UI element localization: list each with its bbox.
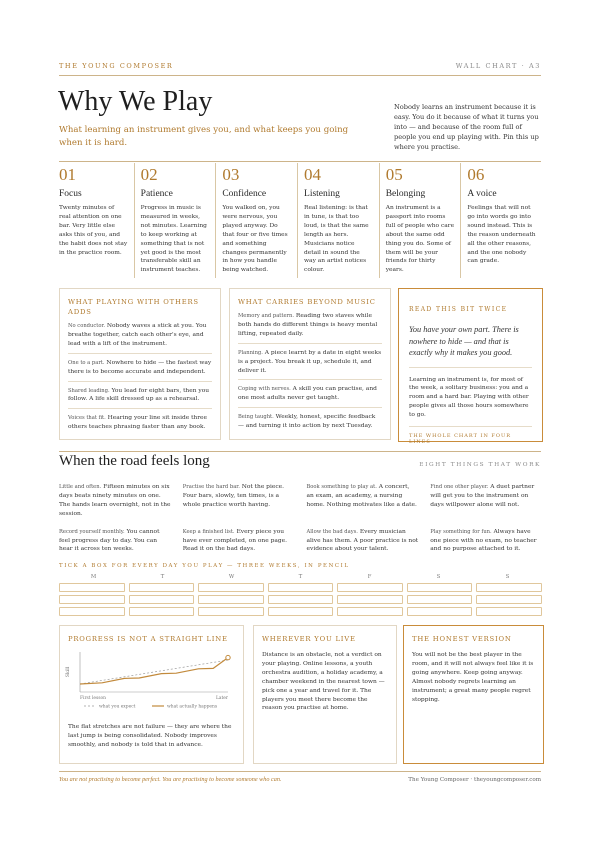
reason-text: Progress in music is measured in weeks, not minutes. Learning to keep working at something that is not yet good is the most transferable skill an instrument teaches. [140,205,207,274]
item-label: One to a part. [68,359,105,366]
item-label: No conductor. [68,323,106,329]
tip-text: Always have one piece with no exam, no teacher and no purpose attached to it. [430,528,537,553]
legend-actual-label: what actually happens [167,704,218,710]
wall-chart-label: WALL CHART · A3 [455,62,541,70]
reason-number: 01 [59,165,76,184]
playing-with-list [68,322,212,432]
list-item [238,312,382,339]
reason-title: Belonging [385,189,426,199]
tip-text: A concert, an exam, an academy, a nursing home. Nothing motivates like a date. [306,484,417,508]
header-rule [59,75,541,76]
tick-box[interactable] [198,607,264,616]
tip-label: Play something for fun. [430,528,492,535]
list-item [238,385,382,403]
day-label: F [367,574,372,580]
reason-number: 03 [222,165,240,184]
item-label: Coping with nerves. [238,386,291,393]
tip-text: Fifteen minutes on six days beats ninety minutes on one. The hands learn overnight, not in the session. [59,484,171,517]
tick-box[interactable] [198,583,264,592]
list-item [238,349,382,376]
playing-with-others-card [59,288,221,440]
progress-card [59,625,244,764]
tick-box[interactable] [337,583,403,592]
reason-text: Real listening: is that in tune, is that too loud, is that the same length as hers. Musicians notice detail in sound the way an artist notices colour. [304,205,369,274]
eight-things-grid [59,483,542,554]
x-end-label: Later [216,696,228,701]
tip-item [307,483,419,519]
actual-end-point [226,655,230,659]
page-title: Why We Play [58,86,213,117]
tick-box[interactable] [407,583,473,592]
day-label: M [90,574,97,580]
tick-box[interactable] [476,595,542,604]
wherever-heading: WHEREVER YOU LIVE [262,635,356,643]
progress-heading: PROGRESS IS NOT A STRAIGHT LINE [68,635,228,643]
reason-item [460,163,542,278]
item-text: Weekly, honest, specific feedback — and turning it into action by next Tuesday. [238,414,376,430]
brand-label: THE YOUNG COMPOSER [59,62,174,70]
item-divider [68,353,212,354]
list-item [68,414,212,432]
item-divider [238,407,382,408]
tick-box[interactable] [476,607,542,616]
tick-box[interactable] [59,607,125,616]
item-text: Nowhere to hide — the fastest way there is to become accurate and independent. [68,359,212,375]
reason-item [215,163,297,278]
day-label: T [160,574,165,580]
tip-item [307,528,419,555]
item-label: Voices that fit. [68,415,106,422]
item-label: Planning. [238,349,263,356]
tracker-days [59,574,542,580]
tip-text: A duet partner will get you to the instrument on days willpower alone will not. [430,484,535,508]
footer-quote: You are not practising to become perfect. You are practising to become someone who can. [59,776,282,783]
list-item [68,359,212,377]
reason-number: 02 [140,165,158,184]
tick-box[interactable] [268,607,334,616]
progress-chart [60,646,243,718]
tip-text: Every piece you have ever completed, on one page. Read it on the bad days. [182,528,287,553]
tip-label: Record yourself monthly. [59,528,125,535]
reason-title: Focus [59,189,82,199]
tip-item [183,528,295,555]
reasons-row [59,163,542,278]
item-label: Being taught. [238,414,274,421]
legend-expect-label: what you expect [99,704,136,710]
tracker-grid [59,583,542,616]
road-title: When the road feels long [59,453,210,469]
read-twice-divider-2 [409,426,532,427]
tick-box[interactable] [407,607,473,616]
tracker-title: TICK A BOX FOR EVERY DAY YOU PLAY — THREE WEEKS, IN PENCIL [59,563,350,569]
item-label: Memory and pattern. [238,313,295,319]
tip-item [430,483,542,519]
read-twice-card [398,288,543,446]
tick-box[interactable] [129,607,195,616]
carries-beyond-card [229,288,391,440]
reason-title: Listening [304,189,340,199]
wherever-card [253,625,397,764]
day-label: S [505,574,510,580]
read-twice-text: Learning an instrument is, for most of the week, a solitary business: you and a room and a hard bar. Playing with other people gives all those hours somewhere to go. [409,376,529,419]
reason-number: 06 [467,165,485,184]
honest-text: You will not be the best player in the room, and it will not always feel like it is going anywhere. Keep going anyway. Almost nobody regrets learning an instrument; a great many people regret stopping. [412,652,534,703]
tick-box[interactable] [268,595,334,604]
tip-item [430,528,542,555]
honest-heading: THE HONEST VERSION [412,635,512,643]
item-divider [238,379,382,380]
day-label: S [436,574,441,580]
tick-box[interactable] [337,607,403,616]
reason-text: Feelings that will not go into words go into sound instead. This is the reason underneath all the other reasons, and the one nobody can grade. [467,205,536,265]
item-text: A piece learnt by a date in eight weeks is a project. You break it up, schedule it, and deliver it. [238,349,382,374]
tick-box[interactable] [198,595,264,604]
page-subtitle: What learning an instrument gives you, and what keeps you going when it is hard. [59,125,349,148]
tip-text: Not the piece. Four bars, slowly, ten times, is a whole practice worth having. [182,484,284,508]
intro-text: Nobody learns an instrument because it is easy. You do it because of what it turns you into — and because of the room full of people you end up playing with. Pin this up where you practise. [394,103,539,151]
tip-label: Practise the hard bar. [182,484,240,490]
tip-label: Book something to play at. [306,484,377,490]
item-divider [68,408,212,409]
carries-list [238,312,382,431]
list-item [68,322,212,349]
tick-box[interactable] [129,583,195,592]
road-tag: EIGHT THINGS THAT WORK [419,462,541,468]
reason-text: You walked on, you were nervous, you played anyway. Do that four or five times and something changes permanently in how you handle being watched. [222,205,288,274]
tip-item [59,483,171,519]
item-text: A skill you can practise, and one most adults never get taught. [238,386,377,402]
reason-item [59,163,134,278]
tick-box[interactable] [59,595,125,604]
item-text: Hearing your line sit inside three others teaches phrasing faster than any book. [68,415,208,431]
reason-number: 05 [385,165,403,184]
footer-rule [59,771,541,772]
item-divider [68,381,212,382]
tip-text: You cannot feel progress day to day. You can hear it across ten weeks. [59,528,160,553]
tip-item [183,483,295,519]
tip-label: Allow the bad days. [306,528,358,535]
playing-with-heading: WHAT PLAYING WITH OTHERS ADDS [68,298,199,316]
road-rule [59,451,541,452]
reasons-rule [59,161,541,162]
tip-label: Find one other player. [430,484,489,490]
reason-number: 04 [304,165,322,184]
item-text: Nobody waves a stick at you. You breathe together, catch each other's eye, and lead with a lift of the instrument. [68,323,207,347]
item-text: Reading two staves while both hands do different things is heavy mental lifting, repeated daily. [238,313,378,337]
tip-text: Every musician alive has them. A poor practice is not evidence about your talent. [306,528,419,553]
tick-box[interactable] [337,595,403,604]
reason-title: A voice [467,189,497,199]
reason-item [379,163,461,278]
tick-box[interactable] [129,595,195,604]
carries-heading: WHAT CARRIES BEYOND MUSIC [238,298,376,306]
day-label: W [228,574,235,580]
tip-label: Keep a finished list. [182,528,235,535]
item-divider [238,343,382,344]
tick-box[interactable] [268,583,334,592]
day-label: T [298,574,303,580]
reason-title: Confidence [222,189,267,199]
tip-item [59,528,171,555]
actual-line [80,658,228,684]
reason-text: An instrument is a passport into rooms full of people who care about the same odd thing you do. Some of them will be your friends for thirty years. [385,205,455,274]
progress-text: The flat stretches are not failure — they are where the last jump is being consolidated. Nobody improves smoothly, and nobody is told that in advance. [68,724,232,748]
honest-card [403,625,544,764]
expected-line [80,660,228,684]
read-twice-heading: READ THIS BIT TWICE [409,306,508,313]
reason-title: Patience [140,189,173,199]
y-axis-label: Skill [66,666,71,678]
item-label: Shared leading. [68,387,110,394]
read-twice-quote: You have your own part. There is nowhere to hide — and that is exactly why it makes you good. [409,325,519,357]
tick-box[interactable] [476,583,542,592]
x-start-label: First lesson [80,696,106,701]
reason-text: Twenty minutes of real attention on one bar. Very little else asks this of you, and the habit does not stay in the practice room. [59,205,128,256]
reason-item [134,163,216,278]
list-item [68,387,212,405]
tip-label: Little and often. [59,484,102,490]
read-twice-divider [409,367,532,368]
item-text: You lead for eight bars, then you follow. A life skill dressed up as a rehearsal. [68,387,210,403]
read-twice-footer: THE WHOLE CHART IN FOUR LINES [409,433,511,446]
tick-box[interactable] [407,595,473,604]
footer-site: The Young Composer · theyoungcomposer.com [408,777,541,783]
list-item [238,413,382,431]
wherever-text: Distance is an obstacle, not a verdict on your playing. Online lessons, a youth orchestra audition, a holiday academy, a chamber weekend in the nearest town — pick one a year and travel for it. The players you meet there become the reason you practise at home. [262,652,385,712]
reason-item [297,163,379,278]
tick-box[interactable] [59,583,125,592]
